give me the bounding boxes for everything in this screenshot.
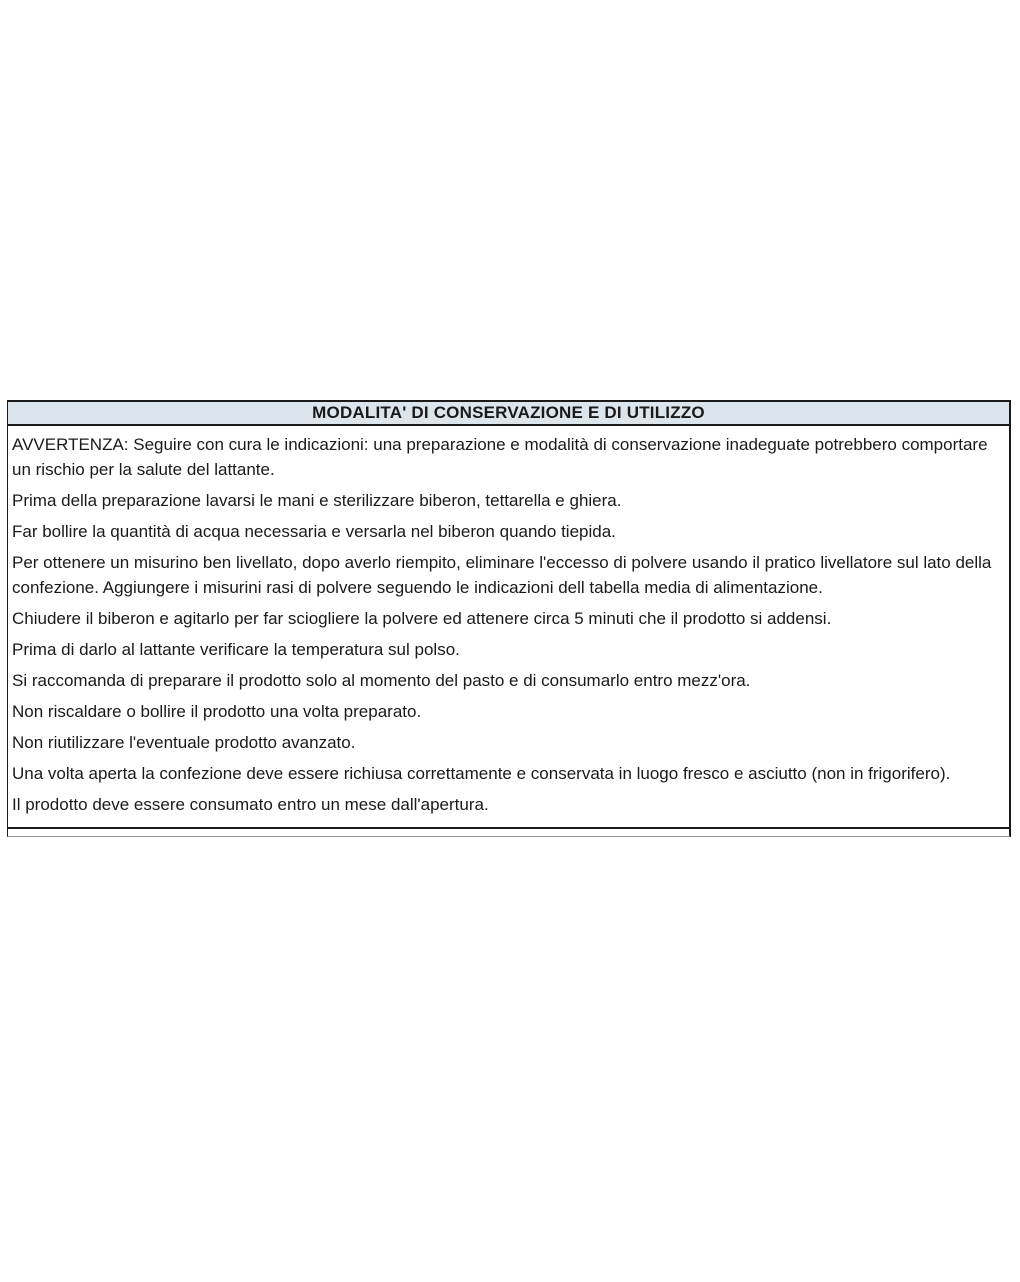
instruction-paragraph: Far bollire la quantità di acqua necessaria e versarla nel biberon quando tiepida.: [12, 522, 616, 541]
instruction-paragraph-warning: AVVERTENZA: Seguire con cura le indicazioni: una preparazione e modalità di conservazione inadeguate potrebbero comportare un rischio per la salute del lattante.: [12, 435, 988, 479]
instruction-paragraph: Si raccomanda di preparare il prodotto solo al momento del pasto e di consumarlo entro mezz'ora.: [12, 671, 751, 690]
instruction-paragraph: Chiudere il biberon e agitarlo per far sciogliere la polvere ed attenere circa 5 minuti che il prodotto si addensi.: [12, 609, 832, 628]
instruction-paragraph: Per ottenere un misurino ben livellato, dopo averlo riempito, eliminare l'eccesso di polvere usando il pratico livellatore sul lato della confezione. Aggiungere i misurini rasi di polvere seguendo le indicazioni dell tabella media di alimentazione.: [12, 553, 992, 597]
instruction-paragraph: Prima di darlo al lattante verificare la temperatura sul polso.: [12, 640, 460, 659]
instruction-paragraph: Prima della preparazione lavarsi le mani e sterilizzare biberon, tettarella e ghiera.: [12, 491, 622, 510]
table-header-title: MODALITA' DI CONSERVAZIONE E DI UTILIZZO: [7, 400, 1011, 426]
instruction-paragraph: Non riscaldare o bollire il prodotto una volta preparato.: [12, 702, 422, 721]
storage-usage-instructions-table: [7, 400, 1011, 837]
table-body: [7, 426, 1011, 829]
instruction-paragraph: Non riutilizzare l'eventuale prodotto avanzato.: [12, 733, 356, 752]
instruction-paragraph: Una volta aperta la confezione deve essere richiusa correttamente e conservata in luogo fresco e asciutto (non in frigorifero).: [12, 764, 951, 783]
instruction-paragraph: Il prodotto deve essere consumato entro un mese dall'apertura.: [12, 795, 489, 814]
clipped-next-row-stub: [7, 829, 1011, 837]
